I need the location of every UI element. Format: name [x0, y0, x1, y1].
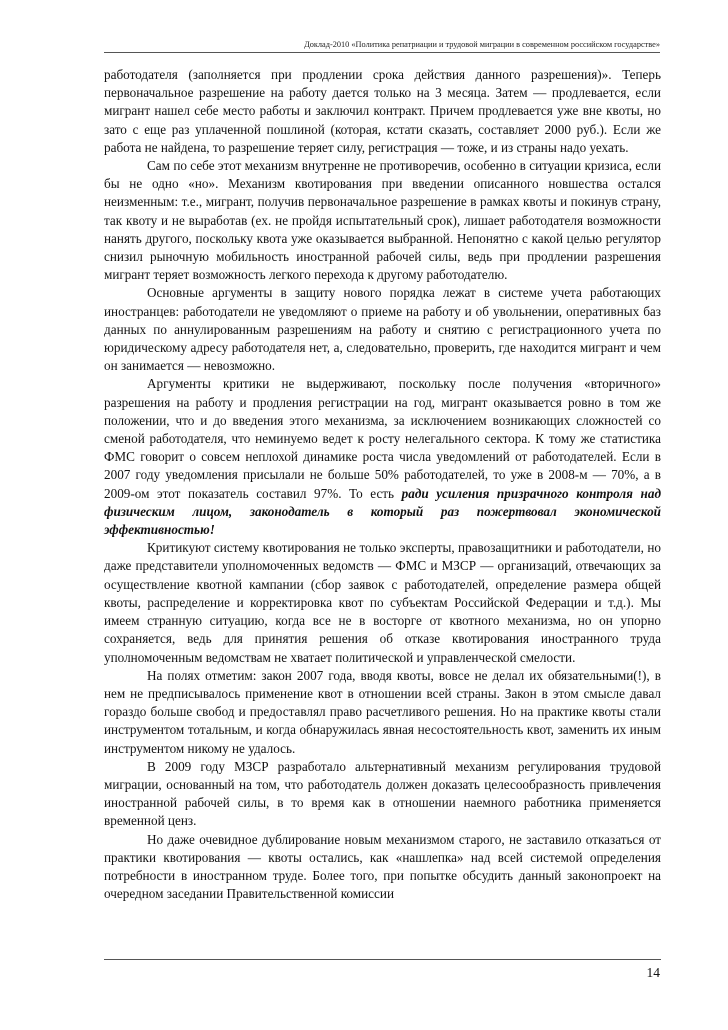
paragraph: работодателя (заполняется при продлении срока действия данного разрешения)». Теперь первоначальное разрешение на работу дается только на 3 месяца. Затем — продлевается, если мигрант нашел себе место работы и заключил контракт. Причем продлевается уже вне квоты, но зато с еще раз уплаченной пошлиной (которая, кстати сказать, составляет 2000 руб.). Если же работа не найдена, то разрешение теряет силу, регистрация — тоже, и из страны надо уехать. — [104, 67, 661, 155]
paragraph: Но даже очевидное дублирование новым механизмом старого, не заставило отказаться от практики квотирования — квоты остались, как «нашлепка» над всей системой определения потребности в иностранном труде. Более того, при попытке обсудить данный законопроект на очередном заседании Правительственной комиссии — [104, 831, 661, 902]
paragraph: Критикуют систему квотирования не только эксперты, правозащитники и работодатели, но даже представители уполномоченных ведомств — ФМС и МЗСР — организаций, отвечающих за осуществление квотной кампании (сбор заявок с работодателей, определение размера общей квоты, распределение и корректировка квот по субъектам Российской Федерации и т.д.). Мы имеем странную ситуацию, когда все не в восторге от квотного механизма, но он упорно сохраняется, ведь для принятия решения об отказе квотирования иностранного труда уполномоченным ведомствам не хватает политической и управленческой смелости. — [104, 540, 661, 665]
paragraph: В 2009 году МЗСР разработало альтернативный механизм регулирования трудовой миграции, основанный на том, что работодатель должен доказать целесообразность привлечения иностранной рабочей силы, в то время как в отношении наемного работника применяется временной ценз. — [104, 758, 661, 829]
paragraph: Сам по себе этот механизм внутренне не противоречив, особенно в ситуации кризиса, если бы не одно «но». Механизм квотирования при введении описанного новшества остался неизменным: т.е., мигрант, получив первоначальное разрешение в рамках квоты и покинув страну, так квоту и не выработав (ex. не пройдя испытательный срок), лишает работодателя возможности нанять другого, поскольку квота уже оказывается выбранной. Непонятно с какой целью регулятор снизил рыночную мобильность иностранной рабочей силы, ведь при продлении разрешения мигрант теряет возможность легкого перехода к другому работодателю. — [104, 158, 661, 283]
paragraph-text: Аргументы критики не выдерживают, поскольку после получения «вторичного» разрешения на работу и продления регистрации на год, мигрант оказывается ровно в том же положении, что и до введения этого механизма, за исключением возникающих сложностей со сменой работодателя, что неминуемо ведет к росту нелегального сектора. К тому же статистика ФМС говорит о совсем неплохой динамике роста числа уведомлений от работодателей. Если в 2007 году уведомления присылали не больше 50% работодателей, то уже в 2008-м — 70%, а в 2009-ом этот показатель составил 97%. То есть — [104, 376, 661, 501]
footer-divider — [104, 959, 661, 960]
paragraph — [104, 375, 661, 539]
emphasis-text: ради усиления призрачного контроля над физическим лицом, законодатель в который раз пожертвовал экономической эффективностью! — [104, 485, 661, 538]
paragraph: Основные аргументы в защиту нового порядка лежат в системе учета работающих иностранцев: работодатели не уведомляют о приеме на работу и об увольнении, оперативных баз данных по аннулированным разрешениям на работу и снятию с регистрационного учета по юридическому адресу работодателя нет, а, следовательно, проверить, где находится мигрант и чем он занимается — невозможно. — [104, 285, 661, 374]
page-number: 14 — [646, 965, 660, 980]
document-body — [104, 66, 661, 903]
paragraph: На полях отметим: закон 2007 года, вводя квоты, вовсе не делал их обязательными(!), в нем не предписывалось применение квот в отношении всей страны. Закон в этом смысле давал гораздо больше свобод и предоставлял право расчетливого решения. Но на практике квоты стали инструментом тотальным, и когда обнаружилась явная несостоятельность квот, заменить их иным инструментом никому не удалось. — [104, 667, 661, 756]
running-header: Доклад-2010 «Политика репатриации и трудовой миграции в современном российском государстве» — [104, 40, 660, 53]
